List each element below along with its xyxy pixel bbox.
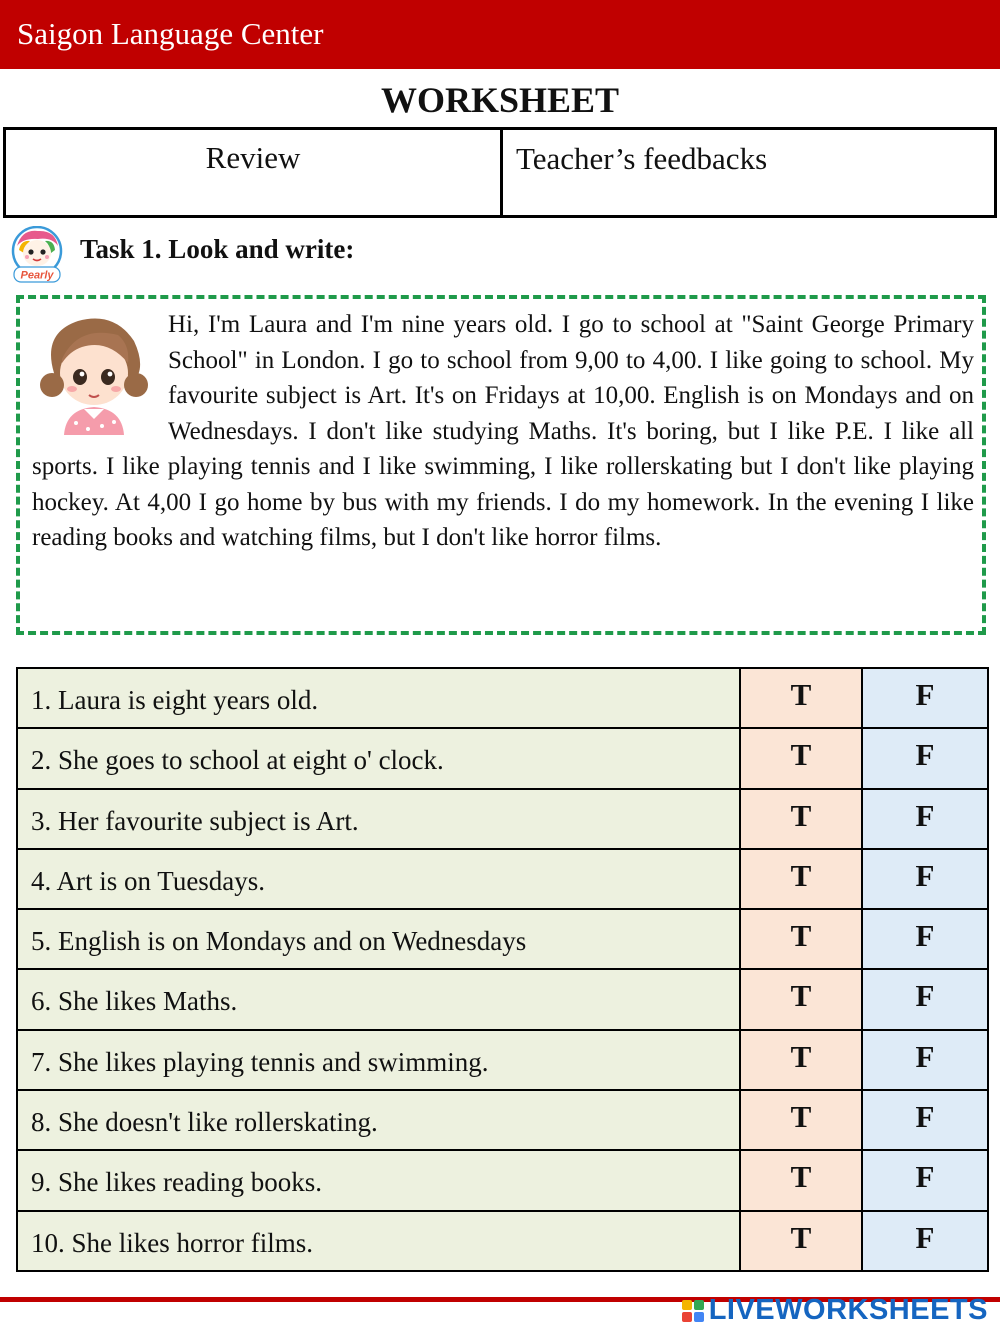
liveworksheets-brand: LIVEWORKSHEETS — [708, 1294, 988, 1326]
question-text: 10. She likes horror films. — [17, 1211, 740, 1271]
liveworksheets-logo-icon — [681, 1299, 705, 1323]
question-row — [17, 909, 988, 969]
false-option[interactable]: F — [862, 668, 988, 728]
true-option[interactable]: T — [740, 789, 862, 849]
question-row — [17, 668, 988, 728]
question-row — [17, 1090, 988, 1150]
reading-passage — [32, 307, 974, 556]
true-option[interactable]: T — [740, 668, 862, 728]
question-text: 7. She likes playing tennis and swimming. — [17, 1030, 740, 1090]
false-option[interactable]: F — [862, 1150, 988, 1210]
question-row — [17, 1030, 988, 1090]
teacher-feedback-cell[interactable] — [503, 130, 994, 215]
svg-text:Pearly: Pearly — [20, 269, 54, 282]
false-option[interactable]: F — [862, 728, 988, 788]
question-row — [17, 969, 988, 1029]
review-label: Review — [205, 140, 301, 175]
false-option[interactable]: F — [862, 849, 988, 909]
question-row — [17, 849, 988, 909]
teacher-feedback-label: Teacher’s feedbacks — [516, 141, 768, 176]
center-name: Saigon Language Center — [17, 16, 324, 51]
review-cell[interactable] — [6, 130, 503, 215]
false-option[interactable]: F — [862, 1211, 988, 1271]
liveworksheets-logo[interactable] — [681, 1296, 988, 1325]
false-option[interactable]: F — [862, 969, 988, 1029]
true-option[interactable]: T — [740, 728, 862, 788]
true-option[interactable]: T — [740, 1090, 862, 1150]
passage-text: Hi, I'm Laura and I'm nine years old. I go to school at "Saint George Primary School" in London. I go to school from 9,00 to 4,00. I like going to school. My favourite subject is Art. It's on Fridays at 10,00. English is on Mondays and on Wednesdays. I don't like studying Maths. It's boring, but I like P.E. I like all sports. I like playing tennis and I like swimming, I like rollerskating but I don't like playing hockey. At 4,00 I go home by bus with my friends. I do my homework. In the evening I like reading books and watching films, but I don't like horror films. — [32, 311, 974, 551]
task-title: Task 1. Look and write: — [80, 234, 355, 264]
true-option[interactable]: T — [740, 1211, 862, 1271]
true-option[interactable]: T — [740, 1150, 862, 1210]
question-row — [17, 1150, 988, 1210]
false-option[interactable]: F — [862, 1030, 988, 1090]
question-text: 6. She likes Maths. — [17, 969, 740, 1029]
question-text: 5. English is on Mondays and on Wednesdays — [17, 909, 740, 969]
review-feedback-table — [3, 127, 997, 218]
question-row — [17, 728, 988, 788]
page-title: WORKSHEET — [380, 80, 620, 120]
reading-passage-box — [16, 295, 986, 635]
true-option[interactable]: T — [740, 969, 862, 1029]
true-option[interactable]: T — [740, 849, 862, 909]
header-bar — [0, 0, 1000, 69]
illustration-space — [32, 307, 168, 449]
true-option[interactable]: T — [740, 909, 862, 969]
true-option[interactable]: T — [740, 1030, 862, 1090]
question-text: 4. Art is on Tuesdays. — [17, 849, 740, 909]
false-option[interactable]: F — [862, 789, 988, 849]
question-text: 1. Laura is eight years old. — [17, 668, 740, 728]
question-text: 9. She likes reading books. — [17, 1150, 740, 1210]
true-false-table — [16, 667, 989, 1272]
false-option[interactable]: F — [862, 1090, 988, 1150]
question-text: 2. She goes to school at eight o' clock. — [17, 728, 740, 788]
question-text: 8. She doesn't like rollerskating. — [17, 1090, 740, 1150]
false-option[interactable]: F — [862, 909, 988, 969]
question-row — [17, 789, 988, 849]
pearly-mascot-icon — [8, 226, 66, 284]
question-text: 3. Her favourite subject is Art. — [17, 789, 740, 849]
question-row — [17, 1211, 988, 1271]
